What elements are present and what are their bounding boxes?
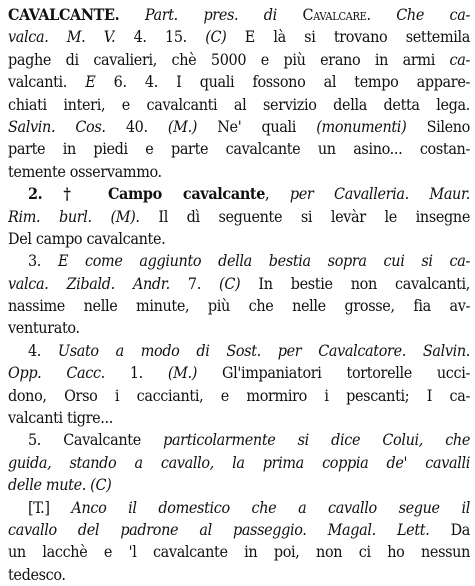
text-segment: temente osservammo. — [8, 161, 162, 181]
text-line — [8, 26, 470, 48]
text-line — [8, 340, 470, 362]
text-line — [8, 183, 470, 205]
text-line — [8, 429, 470, 451]
text-segment: . — [366, 5, 371, 24]
text-line — [8, 362, 470, 384]
dictionary-entry — [8, 4, 470, 586]
entry-main — [8, 4, 470, 183]
italic-text: (M.) — [167, 363, 198, 383]
text-line — [8, 564, 470, 586]
text-line — [8, 49, 470, 71]
italic-text: E — [85, 72, 96, 92]
sense-section — [8, 340, 470, 430]
italic-text: (monumenti) — [316, 116, 407, 136]
italic-text: valca. Zibald. Andr. — [8, 273, 170, 293]
sense-section — [8, 429, 470, 496]
headword: 2. † Campo cavalcante — [28, 184, 266, 204]
italic-text: (M). — [110, 206, 140, 226]
text-segment: , — [265, 184, 290, 204]
text-segment: Sileno — [406, 116, 470, 136]
sense-section — [8, 183, 470, 250]
text-line — [8, 94, 470, 116]
italic-text: E come aggiunto della bestia sopra cui si ca- — [57, 251, 470, 271]
text-line — [8, 228, 470, 250]
text-segment: Del campo cavalcante. — [8, 228, 166, 248]
text-segment: Cavalcare — [302, 5, 367, 24]
text-line — [8, 4, 470, 26]
text-segment: Ne' quali — [197, 116, 317, 136]
italic-text: (M.) — [167, 116, 198, 136]
text-line — [8, 519, 470, 541]
italic-text: (C) — [219, 273, 241, 293]
text-segment: 5. Cavalcante — [28, 430, 164, 450]
text-segment: E là si trovano settemila — [226, 27, 470, 47]
text-segment — [119, 5, 145, 24]
italic-text: Usato a modo di Sost. per Cavalcatore. Salvin. — [57, 340, 470, 360]
text-segment: venturato. — [8, 318, 80, 338]
text-segment — [92, 207, 111, 226]
text-segment: [T.] — [28, 497, 72, 517]
text-line — [8, 273, 470, 295]
text-segment: un lacchè e 'l cavalcante in poi, non ci ho nessun — [8, 542, 470, 562]
text-line — [8, 250, 470, 272]
text-segment: Gl'impaniatori tortorelle ucci- — [197, 363, 470, 383]
italic-text: per Cavalleria. Maur. — [289, 184, 470, 204]
text-line — [8, 407, 470, 429]
text-segment: valcanti. — [8, 72, 86, 92]
italic-text: Che ca- — [396, 5, 470, 24]
text-segment: 4. 15. — [115, 27, 206, 47]
text-segment: In bestie non cavalcanti, — [240, 273, 470, 293]
text-line — [8, 541, 470, 563]
text-line — [8, 206, 470, 228]
italic-text: cavallo del padrone al passeggio. Magal. Lett. — [8, 519, 430, 539]
text-segment — [277, 5, 303, 24]
headword: CAVALCANTE. — [8, 5, 120, 24]
italic-text: Rim. burl. — [8, 206, 92, 226]
text-line — [8, 116, 470, 138]
text-segment: valcanti tigre... — [8, 408, 113, 428]
text-segment: Da — [429, 519, 470, 539]
italic-text: valca. M. V. — [8, 27, 116, 47]
italic-text: (C) — [205, 27, 227, 47]
text-segment: tedesco. — [8, 564, 66, 584]
italic-text: Part. pres. di — [144, 5, 277, 24]
text-line — [8, 295, 470, 317]
italic-text: guida, stando a cavallo, la prima coppia de' cavalli — [8, 452, 470, 472]
text-line — [8, 452, 470, 474]
text-line — [8, 71, 470, 93]
entry-sections — [8, 183, 470, 586]
text-segment: dono, Orso i caccianti, e mormiro i pescanti; I ca- — [8, 385, 470, 405]
text-segment: parte in piedi e parte cavalcante un asino... costan- — [8, 139, 470, 159]
text-segment: 4. — [28, 340, 58, 360]
text-segment: 6. 4. I quali fossono al tempo appare- — [95, 72, 470, 92]
text-segment: nassime nelle minute, più che nelle grosse, fia av- — [8, 296, 470, 316]
italic-text: ca- — [449, 49, 470, 69]
text-line — [8, 385, 470, 407]
text-line — [8, 161, 470, 183]
italic-text: particolarmente si dice Colui, che — [163, 430, 470, 450]
text-segment: 1. — [104, 363, 168, 383]
text-segment: paghe di cavalieri, chè 5000 e più erano in armi — [8, 49, 450, 69]
text-segment — [371, 5, 397, 24]
text-line — [8, 474, 470, 496]
italic-text: Salvin. Cos. — [8, 116, 106, 136]
italic-text: Anco il domestico che a cavallo segue il — [71, 497, 470, 517]
sense-section — [8, 250, 470, 340]
text-segment: 7. — [169, 273, 220, 293]
text-line — [8, 138, 470, 160]
text-line — [8, 497, 470, 519]
italic-text: Opp. Cacc. — [8, 363, 105, 383]
text-line — [8, 317, 470, 339]
text-segment: 3. — [28, 251, 58, 271]
text-segment: 40. — [105, 116, 168, 136]
italic-text: delle mute. (C) — [8, 475, 112, 495]
text-segment: Il dì seguente si levàr le insegne — [139, 206, 470, 226]
text-segment: chiati interi, e cavalcanti al servizio della detta lega. — [8, 94, 470, 114]
sense-section — [8, 497, 470, 586]
